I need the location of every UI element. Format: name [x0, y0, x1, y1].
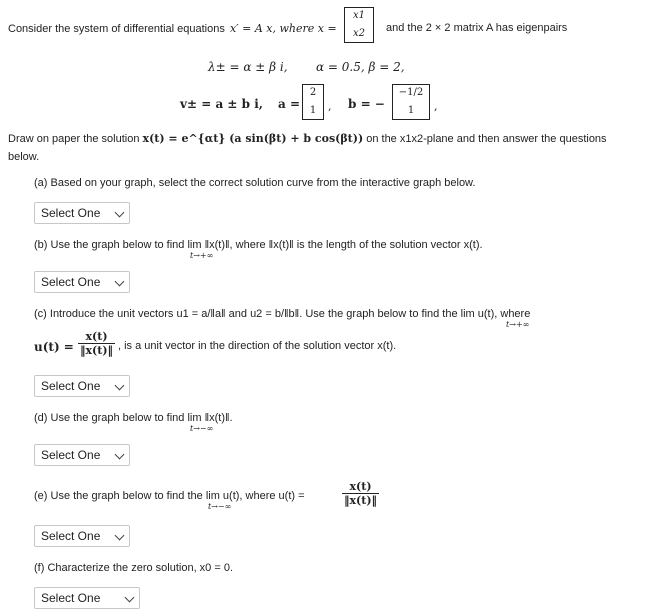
select-f-value: Select One: [41, 591, 101, 605]
select-b-value: Select One: [41, 275, 101, 289]
chevron-down-icon: [115, 381, 125, 391]
x-vector-top: x1: [352, 10, 365, 21]
u-fraction-denominator: ‖x(t)‖: [80, 344, 114, 357]
u-fraction-numerator: x(t): [78, 330, 115, 344]
eigenvector-formula: v± = a ± b i,: [180, 97, 263, 111]
question-b-limit-sub: t→+∞: [190, 251, 214, 260]
b-vector-bottom: 1: [407, 105, 415, 116]
e-fraction-numerator: x(t): [342, 480, 379, 494]
question-a: (a) Based on your graph, select the correct solution curve from the interactive graph below.: [34, 177, 476, 189]
select-a-value: Select One: [41, 206, 101, 220]
intro-equation: x′ = A x, where x =: [229, 22, 337, 35]
select-a[interactable]: [34, 202, 130, 224]
a-label: a =: [278, 97, 301, 111]
chevron-down-icon: [125, 593, 135, 603]
a-vector-bottom: 1: [309, 105, 317, 116]
chevron-down-icon: [115, 450, 125, 460]
alpha-beta-values: α = 0.5, β = 2,: [316, 60, 405, 74]
question-d-limit-sub: t→−∞: [190, 424, 214, 433]
select-e-value: Select One: [41, 529, 101, 543]
select-b[interactable]: [34, 271, 130, 293]
x-vector: [344, 7, 374, 43]
question-c: (c) Introduce the unit vectors u1 = a/‖a‖ and u2 = b/‖b‖. Use the graph below to find the lim u(t), where: [34, 308, 531, 320]
chevron-down-icon: [115, 277, 125, 287]
chevron-down-icon: [115, 531, 125, 541]
eigenvalue-formula: λ± = α ± β i,: [208, 60, 288, 74]
a-vector-top: 2: [309, 87, 317, 98]
b-vector: [392, 84, 430, 120]
draw-instruction: [8, 132, 607, 145]
select-c[interactable]: [34, 375, 130, 397]
question-d: (d) Use the graph below to find lim ‖x(t)‖.: [34, 412, 233, 424]
select-c-value: Select One: [41, 379, 101, 393]
u-definition-lhs: u(t) =: [34, 340, 74, 354]
intro-tail: and the 2 × 2 matrix A has eigenpairs: [386, 22, 568, 34]
chevron-down-icon: [115, 208, 125, 218]
select-d-value: Select One: [41, 448, 101, 462]
select-e[interactable]: [34, 525, 130, 547]
question-f: (f) Characterize the zero solution, x0 = 0.: [34, 562, 234, 574]
b-label: b = −: [348, 97, 385, 111]
draw-below: below.: [8, 151, 40, 163]
a-vector: [302, 84, 324, 120]
question-b: (b) Use the graph below to find lim ‖x(t)‖, where ‖x(t)‖ is the length of the solution vector x(t).: [34, 239, 483, 251]
e-fraction-denominator: ‖x(t)‖: [344, 494, 378, 507]
question-c-limit-sub: t→+∞: [506, 320, 530, 329]
question-e: (e) Use the graph below to find the lim u(t), where u(t) =: [34, 490, 305, 502]
draw-tail: on the x1x2-plane and then answer the questions: [366, 133, 607, 145]
intro-line: [8, 22, 337, 35]
u-definition-tail: , is a unit vector in the direction of the solution vector x(t).: [118, 340, 397, 352]
select-d[interactable]: [34, 444, 130, 466]
u-definition-fraction: [78, 330, 115, 357]
question-e-limit-sub: t→−∞: [208, 502, 232, 511]
intro-lead: Consider the system of differential equations: [8, 23, 225, 35]
draw-lead: Draw on paper the solution: [8, 133, 140, 145]
solution-formula: x(t) = e^{αt} (a sin(βt) + b cos(βt)): [142, 132, 364, 145]
e-fraction: [342, 480, 379, 507]
b-vector-top: −1/2: [398, 87, 424, 98]
select-f[interactable]: [34, 587, 140, 609]
x-vector-bottom: x2: [352, 28, 365, 39]
